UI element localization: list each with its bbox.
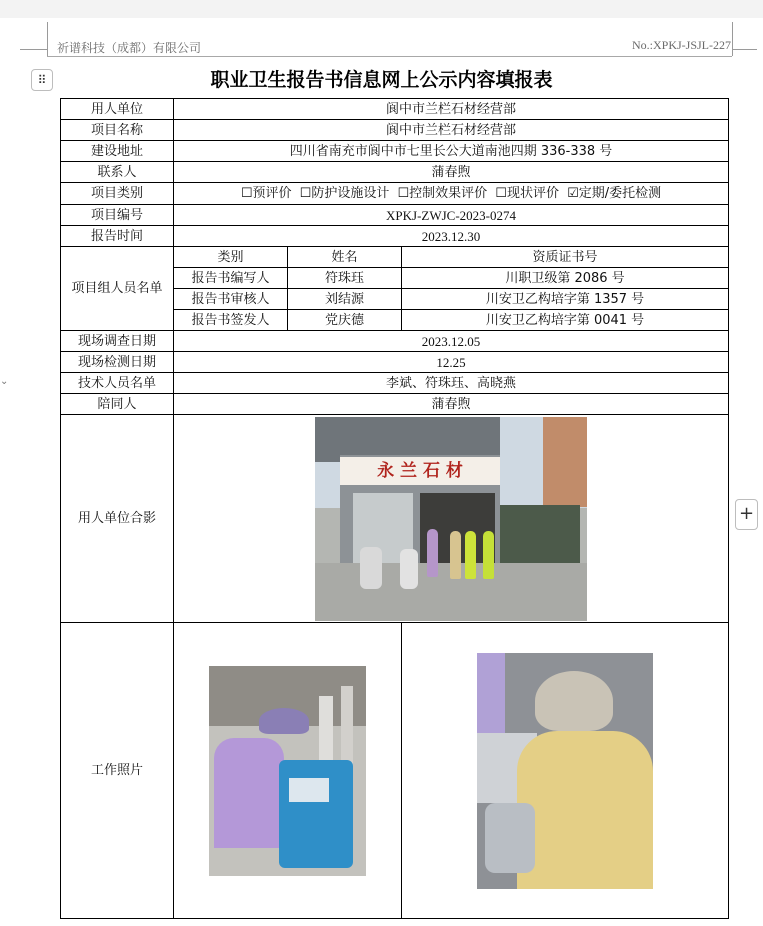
worker <box>214 738 284 848</box>
chevron-down-icon[interactable]: ⌄ <box>0 376 9 387</box>
shop-sign: 永 兰 石 材 <box>340 457 500 485</box>
group-photo-cell <box>174 415 729 623</box>
project-name-label: 项目名称 <box>61 120 174 141</box>
team-name[interactable]: 刘结源 <box>288 289 402 310</box>
team-header-type: 类别 <box>174 247 288 268</box>
team-type[interactable]: 报告书签发人 <box>174 310 288 331</box>
row-escort <box>61 394 729 415</box>
crop-mark-right-v <box>732 22 733 56</box>
sampling-instrument <box>279 760 353 868</box>
contact-label: 联系人 <box>61 162 174 183</box>
worker <box>517 731 653 889</box>
team-type[interactable]: 报告书审核人 <box>174 289 288 310</box>
row-employer <box>61 99 729 120</box>
category-options <box>174 183 729 205</box>
employer-value[interactable]: 阆中市兰栏石材经营部 <box>174 99 729 120</box>
block-drag-handle[interactable]: ⠿ <box>31 69 53 91</box>
category-option[interactable]: ☐预评价 <box>240 186 292 201</box>
project-name-value[interactable]: 阆中市兰栏石材经营部 <box>174 120 729 141</box>
team-cert[interactable]: 川安卫乙构培字第 0041 号 <box>402 310 729 331</box>
scooter <box>360 547 382 589</box>
header-company: 祈谱科技（成都）有限公司 <box>57 41 202 55</box>
testing-date-value[interactable]: 12.25 <box>174 352 729 373</box>
sampling-instrument <box>485 803 535 873</box>
worker-hat <box>259 708 309 734</box>
info-table <box>60 98 729 919</box>
team-label: 项目组人员名单 <box>61 247 174 331</box>
header-doc-number: No.:XPKJ-JSJL-227 <box>631 38 731 52</box>
header-divider <box>47 56 732 57</box>
survey-date-label: 现场调查日期 <box>61 331 174 352</box>
worker-hat <box>535 671 613 731</box>
checkbox-checked-icon[interactable]: ☑ <box>567 186 579 201</box>
team-type[interactable]: 报告书编写人 <box>174 268 288 289</box>
row-work-photos <box>61 623 729 919</box>
scooter <box>400 549 418 589</box>
work-photo-cell-1 <box>174 623 402 919</box>
category-label: 项目类别 <box>61 183 174 205</box>
row-project-no <box>61 205 729 226</box>
row-category <box>61 183 729 205</box>
testing-date-label: 现场检测日期 <box>61 352 174 373</box>
report-time-label: 报告时间 <box>61 226 174 247</box>
category-option[interactable]: ☐控制效果评价 <box>397 186 488 201</box>
row-address <box>61 141 729 162</box>
report-time-value[interactable]: 2023.12.30 <box>174 226 729 247</box>
checkbox-icon[interactable]: ☐ <box>299 186 312 201</box>
add-row-button[interactable]: + <box>735 499 758 530</box>
person <box>483 531 494 579</box>
row-tech-staff <box>61 373 729 394</box>
row-testing-date <box>61 352 729 373</box>
work-photo-cell-2 <box>402 623 729 919</box>
person <box>465 531 476 579</box>
work-photo-2[interactable] <box>477 653 653 889</box>
category-option[interactable]: ☐防护设施设计 <box>299 186 390 201</box>
employer-label: 用人单位 <box>61 99 174 120</box>
group-photo[interactable] <box>315 417 587 621</box>
team-cert[interactable]: 川安卫乙构培字第 1357 号 <box>402 289 729 310</box>
project-no-label: 项目编号 <box>61 205 174 226</box>
work-photos-label: 工作照片 <box>61 623 174 919</box>
tech-staff-label: 技术人员名单 <box>61 373 174 394</box>
row-report-time <box>61 226 729 247</box>
tech-staff-value[interactable]: 李斌、符珠珏、高晓燕 <box>174 373 729 394</box>
crop-mark-right-h <box>733 49 757 50</box>
project-no-value[interactable]: XPKJ-ZWJC-2023-0274 <box>174 205 729 226</box>
team-cert[interactable]: 川职卫级第 2086 号 <box>402 268 729 289</box>
team-header-cert: 资质证书号 <box>402 247 729 268</box>
group-photo-label: 用人单位合影 <box>61 415 174 623</box>
team-header-row <box>61 247 729 268</box>
category-option[interactable]: ☐现状评价 <box>495 186 559 201</box>
row-group-photo <box>61 415 729 623</box>
team-name[interactable]: 符珠珏 <box>288 268 402 289</box>
escort-value[interactable]: 蒲春煦 <box>174 394 729 415</box>
work-photo-1[interactable] <box>209 666 366 876</box>
checkbox-icon[interactable]: ☐ <box>240 186 253 201</box>
address-value[interactable]: 四川省南充市阆中市七里长公大道南池四期 336-338 号 <box>174 141 729 162</box>
escort-label: 陪同人 <box>61 394 174 415</box>
contact-value[interactable]: 蒲春煦 <box>174 162 729 183</box>
survey-date-value[interactable]: 2023.12.05 <box>174 331 729 352</box>
crop-mark-left-v <box>47 22 48 56</box>
category-option[interactable]: ☑定期/委托检测 <box>567 186 662 201</box>
address-label: 建设地址 <box>61 141 174 162</box>
crop-mark-left-h <box>20 49 47 50</box>
checkbox-icon[interactable]: ☐ <box>397 186 410 201</box>
checkbox-icon[interactable]: ☐ <box>495 186 507 201</box>
person <box>450 531 461 579</box>
page-title: 职业卫生报告书信息网上公示内容填报表 <box>210 69 553 91</box>
row-project-name <box>61 120 729 141</box>
row-contact <box>61 162 729 183</box>
person <box>427 529 438 577</box>
team-header-name: 姓名 <box>288 247 402 268</box>
row-survey-date <box>61 331 729 352</box>
window-top-bar <box>0 0 763 18</box>
team-name[interactable]: 党庆德 <box>288 310 402 331</box>
